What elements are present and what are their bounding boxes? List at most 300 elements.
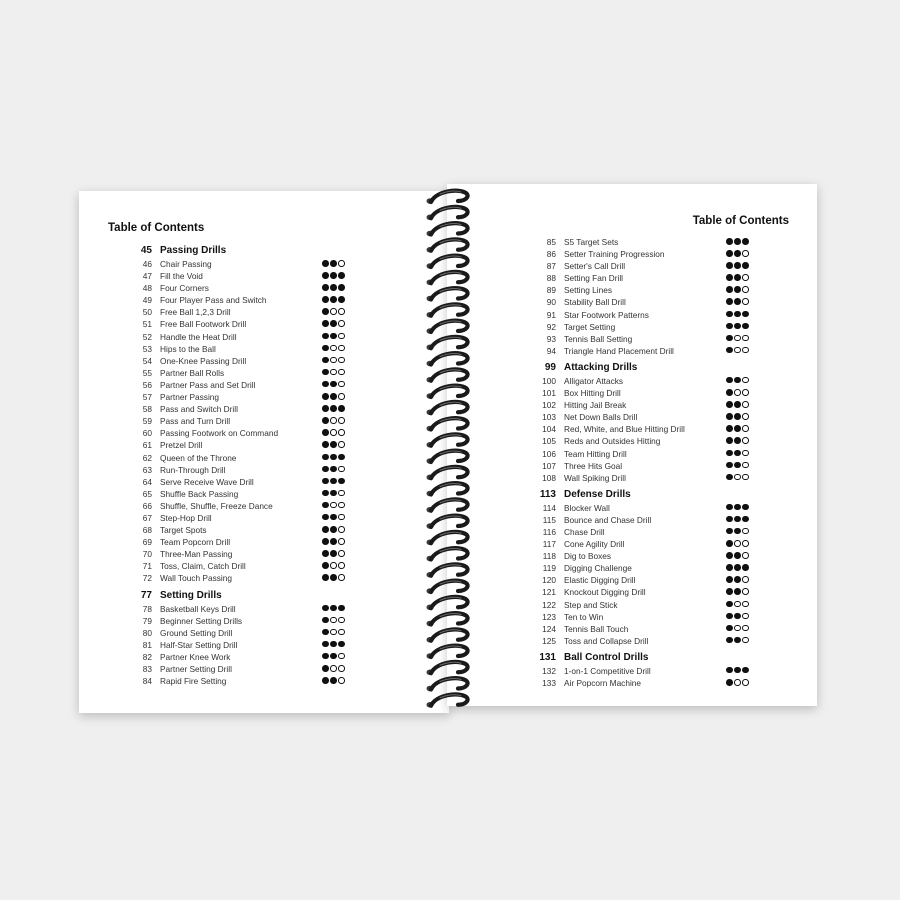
filled-dot-icon	[726, 504, 733, 511]
toc-entry[interactable]	[124, 627, 354, 639]
toc-list-right	[528, 236, 758, 689]
toc-entry[interactable]	[124, 500, 354, 512]
section-heading	[124, 244, 354, 258]
toc-entry[interactable]	[124, 663, 354, 675]
entry-title: Box Hitting Drill	[564, 388, 621, 399]
filled-dot-icon	[734, 437, 741, 444]
empty-dot-icon	[742, 588, 749, 595]
toc-entry[interactable]	[528, 611, 758, 623]
toc-entry[interactable]	[124, 367, 354, 379]
difficulty-rating	[726, 274, 749, 282]
filled-dot-icon	[726, 540, 733, 547]
filled-dot-icon	[322, 526, 329, 533]
entry-page-number: 54	[142, 355, 152, 366]
filled-dot-icon	[734, 528, 741, 535]
section-title: Ball Control Drills	[564, 651, 649, 663]
toc-entry[interactable]	[124, 343, 354, 355]
entry-title: Alligator Attacks	[564, 375, 624, 386]
difficulty-rating	[726, 262, 749, 270]
left-page	[79, 191, 449, 713]
section-heading	[528, 651, 758, 665]
filled-dot-icon	[726, 516, 733, 523]
entry-title: Knockout Digging Drill	[564, 587, 646, 598]
toc-entry[interactable]	[124, 439, 354, 451]
filled-dot-icon	[726, 286, 733, 293]
filled-dot-icon	[322, 502, 329, 509]
filled-dot-icon	[330, 320, 337, 327]
entry-page-number: 89	[546, 285, 556, 296]
entry-title: Ten to Win	[564, 611, 604, 622]
filled-dot-icon	[734, 425, 741, 432]
toc-entry[interactable]	[528, 514, 758, 526]
filled-dot-icon	[338, 284, 345, 291]
filled-dot-icon	[734, 552, 741, 559]
entry-page-number: 51	[142, 319, 152, 330]
entry-title: Four Corners	[160, 283, 209, 294]
empty-dot-icon	[338, 574, 345, 581]
empty-dot-icon	[338, 550, 345, 557]
entry-page-number: 117	[542, 539, 556, 550]
section-page-number: 131	[539, 651, 556, 663]
toc-entry[interactable]	[124, 524, 354, 536]
entry-page-number: 46	[142, 259, 152, 269]
entry-page-number: 69	[142, 537, 152, 548]
filled-dot-icon	[726, 323, 733, 330]
toc-entry[interactable]	[124, 258, 354, 270]
filled-dot-icon	[734, 637, 741, 644]
entry-title: 1-on-1 Competitive Drill	[564, 665, 651, 676]
entry-page-number: 106	[542, 448, 556, 459]
filled-dot-icon	[322, 381, 329, 388]
filled-dot-icon	[322, 454, 329, 461]
difficulty-rating	[726, 474, 749, 482]
filled-dot-icon	[330, 526, 337, 533]
right-page	[447, 184, 817, 706]
difficulty-rating	[726, 425, 749, 433]
toc-entry[interactable]	[528, 423, 758, 435]
filled-dot-icon	[726, 274, 733, 281]
filled-dot-icon	[734, 377, 741, 384]
toc-entry[interactable]	[528, 502, 758, 514]
filled-dot-icon	[734, 238, 741, 245]
difficulty-rating	[322, 454, 345, 462]
filled-dot-icon	[726, 389, 733, 396]
section-heading	[528, 361, 758, 375]
entry-title: S5 Target Sets	[564, 237, 619, 247]
filled-dot-icon	[734, 262, 741, 269]
filled-dot-icon	[734, 462, 741, 469]
toc-entry[interactable]	[528, 526, 758, 538]
empty-dot-icon	[734, 389, 741, 396]
empty-dot-icon	[742, 401, 749, 408]
entry-title: Team Popcorn Drill	[160, 537, 231, 548]
filled-dot-icon	[322, 357, 329, 364]
difficulty-rating	[322, 617, 345, 625]
filled-dot-icon	[330, 405, 337, 412]
toc-entry[interactable]	[528, 635, 758, 647]
filled-dot-icon	[726, 250, 733, 257]
entry-title: Hips to the Ball	[160, 343, 216, 354]
entry-title: Partner Setting Drill	[160, 664, 232, 674]
filled-dot-icon	[726, 298, 733, 305]
filled-dot-icon	[322, 393, 329, 400]
filled-dot-icon	[726, 474, 733, 481]
toc-entry[interactable]	[528, 599, 758, 611]
entry-title: Elastic Digging Drill	[564, 575, 636, 586]
entry-page-number: 59	[142, 416, 152, 427]
toc-entry[interactable]	[124, 675, 354, 687]
empty-dot-icon	[330, 562, 337, 569]
difficulty-rating	[726, 437, 749, 445]
empty-dot-icon	[742, 625, 749, 632]
filled-dot-icon	[330, 284, 337, 291]
section-heading	[124, 589, 354, 603]
empty-dot-icon	[338, 333, 345, 340]
difficulty-rating	[726, 413, 749, 421]
filled-dot-icon	[322, 284, 329, 291]
filled-dot-icon	[322, 369, 329, 376]
filled-dot-icon	[726, 377, 733, 384]
entry-page-number: 100	[542, 375, 556, 386]
entry-title: Setter's Call Drill	[564, 261, 626, 272]
toc-entry[interactable]	[528, 586, 758, 598]
toc-entry[interactable]	[124, 452, 354, 464]
filled-dot-icon	[726, 311, 733, 318]
empty-dot-icon	[330, 629, 337, 636]
entry-title: Partner Pass and Set Drill	[160, 379, 256, 390]
filled-dot-icon	[330, 454, 337, 461]
entry-title: Tennis Ball Setting	[564, 333, 633, 344]
filled-dot-icon	[726, 528, 733, 535]
difficulty-rating	[322, 677, 345, 685]
difficulty-rating	[322, 284, 345, 292]
toc-entry[interactable]	[528, 236, 758, 248]
toc-entry[interactable]	[528, 260, 758, 272]
entry-page-number: 60	[142, 428, 152, 439]
filled-dot-icon	[330, 605, 337, 612]
entry-page-number: 90	[546, 297, 556, 308]
toc-entry[interactable]	[528, 472, 758, 484]
filled-dot-icon	[330, 393, 337, 400]
toc-entry[interactable]	[528, 248, 758, 260]
difficulty-rating	[726, 576, 749, 584]
entry-title: Rapid Fire Setting	[160, 676, 227, 687]
toc-entry[interactable]	[528, 399, 758, 411]
toc-entry[interactable]	[124, 294, 354, 306]
toc-entry[interactable]	[124, 603, 354, 615]
entry-title: Cone Agility Drill	[564, 539, 625, 550]
difficulty-rating	[322, 381, 345, 389]
difficulty-rating	[726, 377, 749, 385]
entry-page-number: 80	[142, 627, 152, 638]
filled-dot-icon	[322, 260, 329, 267]
section-page-number: 45	[140, 245, 152, 256]
entry-page-number: 61	[142, 440, 152, 451]
entry-page-number: 53	[142, 343, 152, 354]
entry-page-number: 94	[546, 345, 556, 356]
entry-page-number: 107	[542, 460, 556, 471]
filled-dot-icon	[726, 667, 733, 674]
entry-title: Three-Man Passing	[160, 549, 233, 560]
difficulty-rating	[726, 311, 749, 319]
entry-title: Three Hits Goal	[564, 460, 623, 471]
toc-entry[interactable]	[528, 345, 758, 357]
toc-entry[interactable]	[124, 464, 354, 476]
filled-dot-icon	[734, 311, 741, 318]
entry-title: Queen of the Throne	[160, 452, 237, 463]
filled-dot-icon	[322, 296, 329, 303]
toc-entry[interactable]	[528, 272, 758, 284]
toc-entry[interactable]	[124, 560, 354, 572]
section-page-number: 113	[539, 488, 556, 500]
empty-dot-icon	[742, 389, 749, 396]
difficulty-rating	[322, 357, 345, 365]
filled-dot-icon	[322, 562, 329, 569]
entry-title: Tennis Ball Touch	[564, 623, 629, 634]
entry-page-number: 119	[542, 563, 556, 574]
filled-dot-icon	[734, 504, 741, 511]
filled-dot-icon	[734, 286, 741, 293]
filled-dot-icon	[726, 564, 733, 571]
entry-title: Chair Passing	[160, 259, 212, 269]
difficulty-rating	[322, 514, 345, 522]
toc-entry[interactable]	[528, 296, 758, 308]
filled-dot-icon	[726, 679, 733, 686]
difficulty-rating	[322, 653, 345, 661]
toc-entry[interactable]	[124, 488, 354, 500]
section-title: Attacking Drills	[564, 361, 638, 373]
empty-dot-icon	[742, 274, 749, 281]
difficulty-rating	[322, 405, 345, 413]
filled-dot-icon	[338, 296, 345, 303]
difficulty-rating	[322, 429, 345, 437]
empty-dot-icon	[734, 679, 741, 686]
toc-entry[interactable]	[124, 391, 354, 403]
empty-dot-icon	[338, 629, 345, 636]
entry-page-number: 93	[546, 333, 556, 344]
filled-dot-icon	[726, 413, 733, 420]
filled-dot-icon	[726, 576, 733, 583]
empty-dot-icon	[338, 260, 345, 267]
entry-page-number: 87	[546, 261, 556, 272]
toc-entry[interactable]	[528, 460, 758, 472]
entry-page-number: 47	[142, 271, 152, 282]
filled-dot-icon	[734, 323, 741, 330]
empty-dot-icon	[338, 417, 345, 424]
toc-entry[interactable]	[124, 331, 354, 343]
toc-entry[interactable]	[528, 375, 758, 387]
toc-entry[interactable]	[528, 284, 758, 296]
toc-entry[interactable]	[124, 270, 354, 282]
filled-dot-icon	[322, 478, 329, 485]
toc-entry[interactable]	[528, 562, 758, 574]
toc-entry[interactable]	[124, 415, 354, 427]
filled-dot-icon	[330, 653, 337, 660]
empty-dot-icon	[742, 335, 749, 342]
empty-dot-icon	[742, 601, 749, 608]
filled-dot-icon	[330, 381, 337, 388]
empty-dot-icon	[338, 538, 345, 545]
empty-dot-icon	[338, 308, 345, 315]
toc-entry[interactable]	[528, 665, 758, 677]
toc-entry[interactable]	[124, 476, 354, 488]
entry-page-number: 57	[142, 392, 152, 403]
entry-page-number: 78	[142, 603, 152, 614]
toc-entry[interactable]	[124, 512, 354, 524]
filled-dot-icon	[330, 260, 337, 267]
entry-title: Free Ball Footwork Drill	[160, 319, 247, 330]
toc-entry[interactable]	[124, 548, 354, 560]
difficulty-rating	[322, 333, 345, 341]
filled-dot-icon	[726, 437, 733, 444]
empty-dot-icon	[338, 665, 345, 672]
filled-dot-icon	[330, 550, 337, 557]
toc-entry[interactable]	[124, 536, 354, 548]
entry-page-number: 133	[542, 678, 556, 688]
filled-dot-icon	[330, 574, 337, 581]
entry-page-number: 120	[542, 575, 556, 586]
toc-entry[interactable]	[528, 333, 758, 345]
entry-title: Shuffle Back Passing	[160, 488, 239, 499]
toc-entry[interactable]	[124, 572, 354, 584]
entry-page-number: 62	[142, 452, 152, 463]
difficulty-rating	[322, 526, 345, 534]
empty-dot-icon	[734, 625, 741, 632]
empty-dot-icon	[330, 369, 337, 376]
filled-dot-icon	[742, 516, 749, 523]
filled-dot-icon	[322, 429, 329, 436]
entry-page-number: 66	[142, 500, 152, 511]
entry-page-number: 83	[142, 664, 152, 674]
toc-entry[interactable]	[528, 623, 758, 635]
entry-page-number: 124	[542, 623, 556, 634]
filled-dot-icon	[742, 323, 749, 330]
filled-dot-icon	[322, 629, 329, 636]
difficulty-rating	[726, 238, 749, 246]
toc-entry[interactable]	[528, 538, 758, 550]
empty-dot-icon	[742, 462, 749, 469]
empty-dot-icon	[330, 502, 337, 509]
toc-entry[interactable]	[124, 615, 354, 627]
entry-title: Stability Ball Drill	[564, 297, 626, 308]
toc-entry[interactable]	[528, 574, 758, 586]
difficulty-rating	[726, 450, 749, 458]
entry-page-number: 67	[142, 512, 152, 523]
entry-title: Star Footwork Patterns	[564, 309, 649, 320]
difficulty-rating	[322, 320, 345, 328]
filled-dot-icon	[330, 514, 337, 521]
toc-entry[interactable]	[528, 321, 758, 333]
toc-entry[interactable]	[124, 318, 354, 330]
entry-page-number: 101	[542, 388, 556, 399]
entry-page-number: 52	[142, 331, 152, 342]
filled-dot-icon	[734, 250, 741, 257]
filled-dot-icon	[734, 450, 741, 457]
toc-entry[interactable]	[528, 435, 758, 447]
entry-page-number: 70	[142, 549, 152, 560]
toc-entry[interactable]	[124, 306, 354, 318]
toc-entry[interactable]	[124, 379, 354, 391]
entry-page-number: 123	[542, 611, 556, 622]
empty-dot-icon	[742, 474, 749, 481]
empty-dot-icon	[742, 347, 749, 354]
entry-title: Digging Challenge	[564, 563, 632, 574]
toc-entry[interactable]	[124, 355, 354, 367]
section-title: Setting Drills	[160, 589, 222, 601]
toc-entry[interactable]	[528, 550, 758, 562]
toc-entry[interactable]	[124, 651, 354, 663]
toc-entry[interactable]	[124, 639, 354, 651]
filled-dot-icon	[322, 514, 329, 521]
entry-title: Setter Training Progression	[564, 249, 665, 260]
difficulty-rating	[322, 417, 345, 425]
difficulty-rating	[322, 550, 345, 558]
entry-title: Fill the Void	[160, 271, 203, 282]
empty-dot-icon	[742, 637, 749, 644]
difficulty-rating	[726, 552, 749, 560]
entry-title: Run-Through Drill	[160, 464, 226, 475]
entry-title: Target Spots	[160, 525, 207, 536]
filled-dot-icon	[322, 333, 329, 340]
entry-title: Step-Hop Drill	[160, 512, 212, 523]
entry-page-number: 91	[546, 309, 556, 320]
filled-dot-icon	[338, 605, 345, 612]
entry-title: Half-Star Setting Drill	[160, 639, 238, 650]
empty-dot-icon	[742, 540, 749, 547]
empty-dot-icon	[338, 320, 345, 327]
filled-dot-icon	[726, 335, 733, 342]
difficulty-rating	[322, 369, 345, 377]
filled-dot-icon	[330, 441, 337, 448]
difficulty-rating	[726, 347, 749, 355]
empty-dot-icon	[734, 601, 741, 608]
difficulty-rating	[726, 625, 749, 633]
toc-entry[interactable]	[528, 387, 758, 399]
entry-page-number: 84	[142, 676, 152, 687]
entry-page-number: 114	[542, 502, 556, 513]
empty-dot-icon	[338, 677, 345, 684]
toc-entry[interactable]	[528, 411, 758, 423]
empty-dot-icon	[338, 653, 345, 660]
empty-dot-icon	[742, 679, 749, 686]
empty-dot-icon	[330, 357, 337, 364]
toc-entry[interactable]	[528, 448, 758, 460]
entry-title: Dig to Boxes	[564, 551, 612, 562]
toc-entry[interactable]	[124, 282, 354, 294]
entry-page-number: 72	[142, 573, 152, 584]
entry-page-number: 108	[542, 472, 556, 483]
filled-dot-icon	[742, 238, 749, 245]
filled-dot-icon	[742, 504, 749, 511]
filled-dot-icon	[726, 401, 733, 408]
empty-dot-icon	[734, 474, 741, 481]
difficulty-rating	[322, 502, 345, 510]
filled-dot-icon	[726, 347, 733, 354]
toc-entry[interactable]	[124, 427, 354, 439]
entry-page-number: 104	[542, 424, 556, 435]
toc-entry[interactable]	[124, 403, 354, 415]
toc-list-left	[124, 244, 354, 687]
empty-dot-icon	[338, 345, 345, 352]
empty-dot-icon	[742, 437, 749, 444]
toc-entry[interactable]	[528, 677, 758, 689]
difficulty-rating	[726, 540, 749, 548]
filled-dot-icon	[322, 272, 329, 279]
toc-entry[interactable]	[528, 309, 758, 321]
entry-title: Toss and Collapse Drill	[564, 635, 649, 646]
empty-dot-icon	[734, 335, 741, 342]
empty-dot-icon	[734, 347, 741, 354]
